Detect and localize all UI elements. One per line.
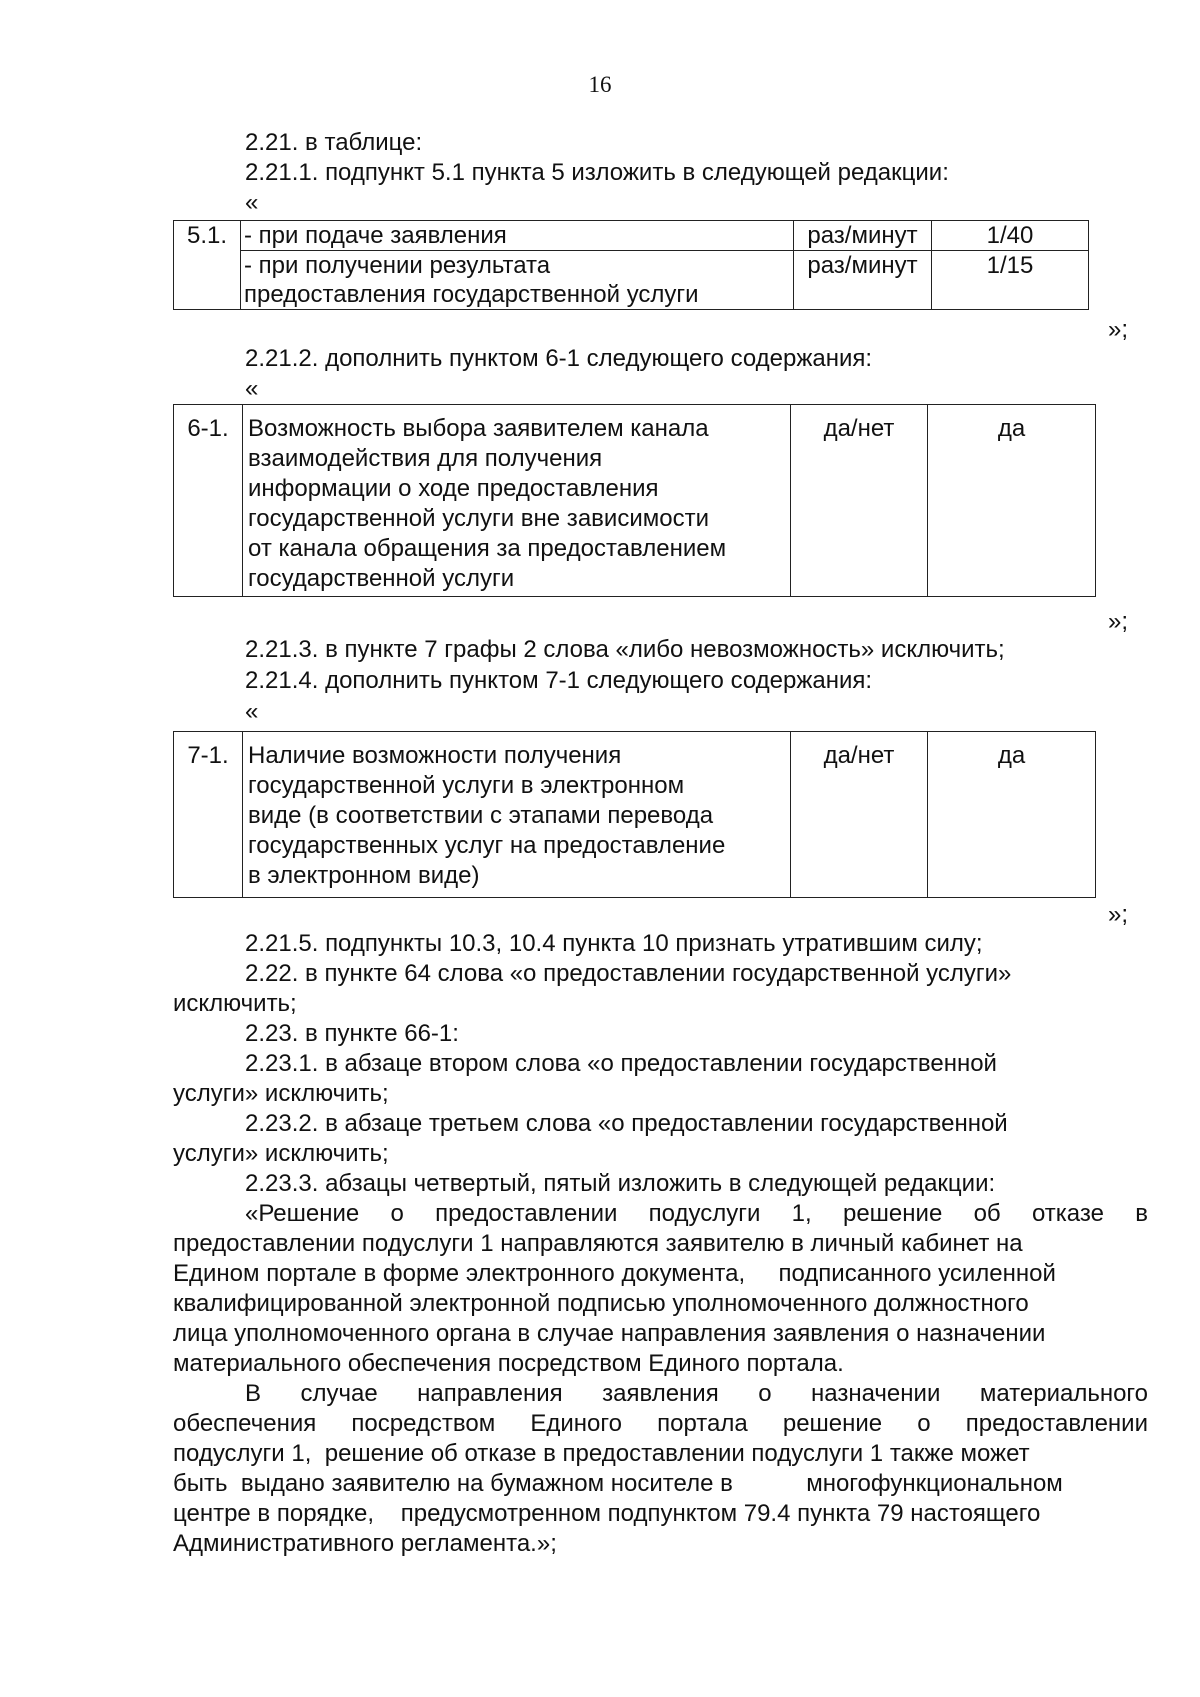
description-line: виде (в соответствии с этапами перевода — [248, 802, 714, 829]
open-quote: « — [245, 698, 259, 725]
paragraph-2-21: 2.21. в таблице: — [245, 129, 423, 156]
table-item-5-1 — [173, 220, 1089, 310]
description-line: государственных услуг на предоставление — [248, 832, 726, 859]
close-quote: »; — [1108, 901, 1129, 928]
open-quote: « — [245, 189, 259, 216]
table-row — [174, 405, 1096, 597]
paragraph-2-21-3: 2.21.3. в пункте 7 графы 2 слова «либо невозможность» исключить; — [245, 636, 1005, 663]
quoted-text-line: Едином портале в форме электронного документа, подписанного усиленной — [173, 1260, 1056, 1287]
description-line: Возможность выбора заявителем канала — [248, 415, 709, 442]
description-line: в электронном виде) — [248, 862, 480, 889]
paragraph-2-21-4: 2.21.4. дополнить пунктом 7-1 следующего содержания: — [245, 667, 873, 694]
paragraph-2-23-1-cont: услуги» исключить; — [173, 1080, 389, 1107]
quoted-text-line: центре в порядке, предусмотренном подпунктом 79.4 пункта 79 настоящего — [173, 1500, 1041, 1527]
description-line: Наличие возможности получения — [248, 742, 622, 769]
paragraph-2-22: 2.22. в пункте 64 слова «о предоставлении государственной услуги» — [245, 960, 1012, 987]
quoted-text-line: предоставлении подуслуги 1 направляются заявителю в личный кабинет на — [173, 1230, 1023, 1257]
quoted-text-line: Административного регламента.»; — [173, 1530, 557, 1557]
row-label-line: предоставления государственной услуги — [244, 281, 699, 308]
row-value: 1/15 — [932, 251, 1089, 310]
item-value: да — [928, 405, 1096, 597]
row-label-line: - при получении результата — [244, 252, 551, 279]
description-line: государственной услуги вне зависимости — [248, 505, 709, 532]
description-line: государственной услуги — [248, 565, 515, 592]
item-unit: да/нет — [791, 405, 928, 597]
item-number: 7-1. — [174, 732, 243, 898]
row-unit: раз/минут — [794, 251, 932, 310]
paragraph-2-21-1: 2.21.1. подпункт 5.1 пункта 5 изложить в следующей редакции: — [245, 159, 949, 186]
close-quote: »; — [1108, 316, 1129, 343]
table-row — [174, 221, 1089, 251]
description-line: государственной услуги в электронном — [248, 772, 685, 799]
item-value: да — [928, 732, 1096, 898]
description-line: информации о ходе предоставления — [248, 475, 659, 502]
close-quote: »; — [1108, 608, 1129, 635]
item-number: 5.1. — [174, 221, 241, 310]
row-value: 1/40 — [932, 221, 1089, 251]
paragraph-2-23-2: 2.23.2. в абзаце третьем слова «о предоставлении государственной — [245, 1110, 1008, 1137]
paragraph-2-21-5: 2.21.5. подпункты 10.3, 10.4 пункта 10 признать утратившим силу; — [245, 930, 983, 957]
quoted-text-line: материального обеспечения посредством Единого портала. — [173, 1350, 844, 1377]
page-number: 16 — [588, 72, 612, 97]
item-unit: да/нет — [791, 732, 928, 898]
description-line: взаимодействия для получения — [248, 445, 603, 472]
quoted-text-line: квалифицированной электронной подписью уполномоченного должностного — [173, 1290, 1029, 1317]
quoted-text-line: «Решение о предоставлении подуслуги 1, решение об отказе в — [245, 1200, 1148, 1227]
row-label — [241, 251, 794, 310]
open-quote: « — [245, 375, 259, 402]
paragraph-2-22-cont: исключить; — [173, 990, 297, 1017]
table-item-6-1 — [173, 404, 1096, 597]
table-row — [174, 732, 1096, 898]
paragraph-2-23-3: 2.23.3. абзацы четвертый, пятый изложить в следующей редакции: — [245, 1170, 996, 1197]
quoted-text-line: В случае направления заявления о назначении материального — [245, 1380, 1148, 1407]
item-description — [243, 405, 791, 597]
table-row — [174, 251, 1089, 310]
quoted-text-line: быть выдано заявителю на бумажном носителе в многофункциональном — [173, 1470, 1063, 1497]
row-label: - при подаче заявления — [241, 221, 794, 251]
paragraph-2-23: 2.23. в пункте 66-1: — [245, 1020, 459, 1047]
item-description — [243, 732, 791, 898]
quoted-text-line: подуслуги 1, решение об отказе в предоставлении подуслуги 1 также может — [173, 1440, 1030, 1467]
quoted-text-line: обеспечения посредством Единого портала решение о предоставлении — [173, 1410, 1148, 1437]
table-item-7-1 — [173, 731, 1096, 898]
item-number: 6-1. — [174, 405, 243, 597]
paragraph-2-23-1: 2.23.1. в абзаце втором слова «о предоставлении государственной — [245, 1050, 997, 1077]
row-unit: раз/минут — [794, 221, 932, 251]
description-line: от канала обращения за предоставлением — [248, 535, 727, 562]
paragraph-2-21-2: 2.21.2. дополнить пунктом 6-1 следующего содержания: — [245, 345, 873, 372]
quoted-text-line: лица уполномоченного органа в случае направления заявления о назначении — [173, 1320, 1046, 1347]
paragraph-2-23-2-cont: услуги» исключить; — [173, 1140, 389, 1167]
